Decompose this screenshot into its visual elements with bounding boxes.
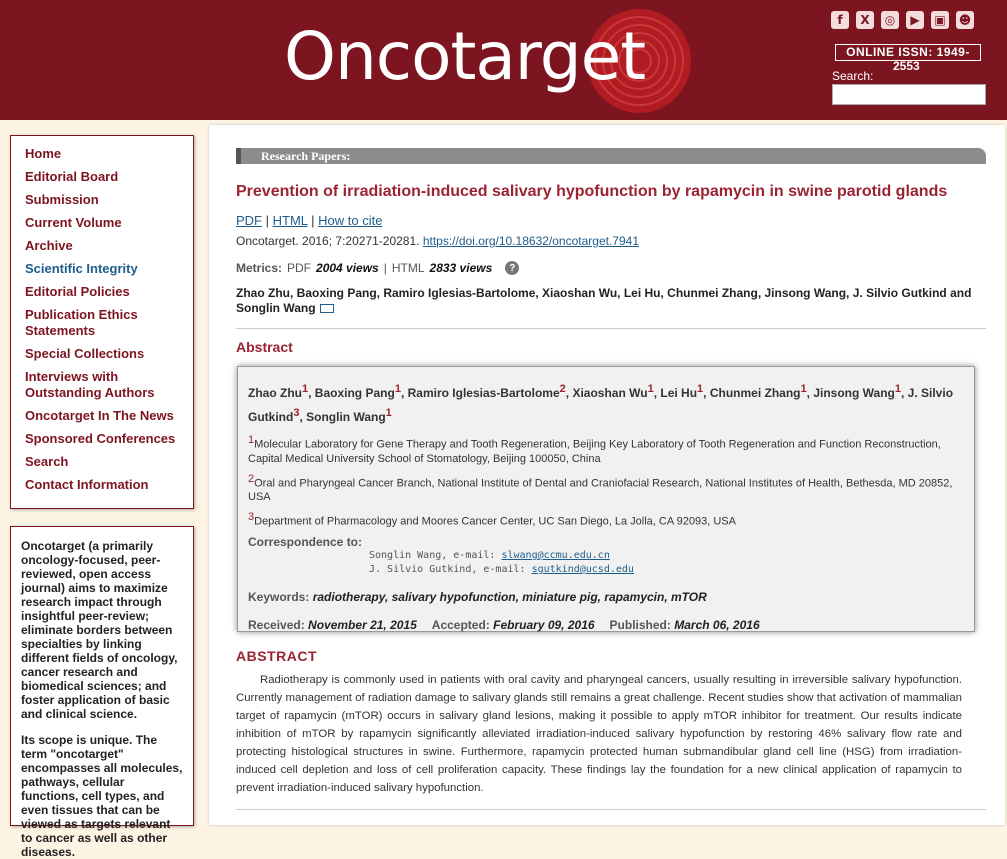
author-name: J. Silvio Gutkind — [248, 386, 954, 424]
search-label: Search: — [832, 69, 874, 83]
issn-badge: ONLINE ISSN: 1949- — [835, 44, 981, 61]
instagram-icon[interactable]: ◎ — [881, 11, 899, 29]
nav-editorial-board[interactable]: Editorial Board — [25, 169, 119, 184]
site-logo[interactable]: Oncotarget — [284, 18, 646, 95]
correspondence-1: Songlin Wang, e-mail: slwang@ccmu.edu.cn — [369, 549, 610, 561]
nav-interviews[interactable]: Interviews with Outstanding Authors — [25, 369, 155, 400]
x-twitter-icon[interactable]: X — [856, 11, 874, 29]
nav-in-the-news[interactable]: Oncotarget In The News — [25, 408, 174, 423]
authors-text: Zhao Zhu, Baoxing Pang, Ramiro Iglesias-Bartolome, Xiaoshan Wu, Lei Hu, Chunmei Zhang, Jinsong Wang, J. Silvio Gutkind and Songlin Wang — [236, 286, 972, 315]
received-date: Received: November 21, 2015 — [248, 617, 417, 632]
about-paragraph-2: Its scope is unique. The term "oncotarget" encompasses all molecules, pathways, cellular functions, cell types, and even tissues that can be viewed as targets relevant to cancer as well as other diseases. — [21, 733, 183, 859]
divider — [236, 328, 986, 329]
linkedin-icon[interactable]: ▣ — [931, 11, 949, 29]
article-title: Prevention of irradiation-induced salivary hypofunction by rapamycin in swine parotid glands — [236, 183, 948, 200]
author-aff: 1 — [385, 407, 392, 419]
abstract-authors: Zhao Zhu$^1$, Baoxing Pang$^1$, Ramiro Iglesias-Bartolome$^2$, Xiaoshan Wu$^1$, Lei Hu$^1$, Chunmei Zhang$^1$, Jinsong Wang$^1$, J. Silvio Gutkind$^3$, Songlin Wang$^1$ — [248, 383, 954, 424]
about-paragraph-1: Oncotarget (a primarily oncology-focused, peer-reviewed, open access journal) aims to maximize research impact through insightful peer-review; eliminate borders between specialties by linking different fields of oncology, cancer research and biomedical sciences; and foster application of basic and clinical science. — [21, 539, 178, 721]
about-journal — [10, 526, 194, 859]
affiliation-2: $^2$Oral and Pharyngeal Cancer Branch, National Institute of Dental and Craniofacial Research, National Institutes of Health, Bethesda, MD 20852, USA — [248, 472, 953, 504]
author-name: Xiaoshan Wu — [572, 386, 648, 400]
metrics-label: Metrics: — [236, 261, 283, 275]
author-name: Chunmei Zhang — [709, 386, 801, 400]
abstract-info-box — [237, 366, 975, 632]
author-name: Ramiro Iglesias-Bartolome — [407, 386, 560, 400]
pdf-link[interactable]: PDF — [236, 213, 262, 228]
help-icon[interactable]: ? — [505, 261, 519, 275]
nav-contact[interactable]: Contact Information — [25, 477, 149, 492]
metrics-separator: | — [383, 261, 387, 275]
keywords-value: radiotherapy, salivary hypofunction, miniature pig, rapamycin, mTOR — [312, 589, 707, 604]
publication-dates — [248, 618, 964, 632]
correspondence-label: Correspondence to: — [248, 534, 363, 549]
how-to-cite-link[interactable]: How to cite — [318, 213, 383, 228]
accepted-date: Accepted: February 09, 2016 — [431, 617, 595, 632]
author-aff: 3 — [293, 407, 300, 419]
citation-text: Oncotarget. 2016; 7:20271-20281. — [236, 234, 420, 248]
facebook-icon[interactable]: f — [831, 11, 849, 29]
abstract-title: ABSTRACT — [236, 648, 317, 664]
nav-archive[interactable]: Archive — [25, 238, 73, 253]
nav-current-volume[interactable]: Current Volume — [25, 215, 122, 230]
email-icon[interactable] — [320, 304, 334, 313]
author-name: Lei Hu — [660, 386, 698, 400]
sidebar-nav — [10, 135, 194, 509]
pdf-metrics-label: PDF — [287, 261, 312, 275]
author-name: Baoxing Pang — [314, 386, 395, 400]
nav-submission[interactable]: Submission — [25, 192, 99, 207]
section-heading: Research Papers: — [236, 148, 986, 164]
published-date: Published: March 06, 2016 — [609, 617, 760, 632]
html-metrics-label: HTML — [391, 261, 425, 275]
author-aff: 1 — [302, 383, 309, 395]
nav-publication-ethics[interactable]: Publication Ethics Statements — [25, 307, 138, 338]
author-aff: 1 — [800, 383, 807, 395]
html-views: 2833 views — [429, 261, 493, 275]
correspondence-2: J. Silvio Gutkind, e-mail: sgutkind@ucsd.edu — [369, 563, 634, 575]
doi-link[interactable]: https://doi.org/10.18632/oncotarget.7941 — [422, 234, 639, 248]
nav-editorial-policies[interactable]: Editorial Policies — [25, 284, 130, 299]
author-aff: 1 — [394, 383, 401, 395]
nav-home[interactable]: Home — [25, 146, 62, 161]
social-links — [831, 11, 974, 29]
author-aff: 2 — [559, 383, 566, 395]
issn-continued: 2553 — [893, 59, 920, 73]
affiliation-1: $^1$Molecular Laboratory for Gene Therapy and Tooth Regeneration, Beijing Key Laboratory of Tooth Regeneration and Function Reconstruction, Capital Medical University School of Stomatology, Beijing 100050, China — [248, 434, 941, 465]
author-aff: 1 — [894, 383, 901, 395]
nav-special-collections[interactable]: Special Collections — [25, 346, 145, 361]
author-aff: 1 — [647, 383, 654, 395]
nav-search[interactable]: Search — [25, 454, 69, 469]
email-link[interactable]: slwang@ccmu.edu.cn — [501, 549, 610, 561]
html-link[interactable]: HTML — [272, 213, 308, 228]
metrics-row — [236, 261, 519, 275]
abstract-body: Radiotherapy is commonly used in patients with oral cavity and pharyngeal cancers, usually resulting in irreversible salivary hypofunction. Currently management of radiation damage to salivary glands still remains a great challenge. Recent studies show that activation of mammalian target of rapamycin (mTOR) occurs in salivary gland lesions, making it possible to apply mTOR inhibitor for treatment. Our results indicate inhibition of mTOR by rapamycin significantly alleviated irradiation-induced salivary hypofunction by restoring 46% salivary flow rate and protecting histological structures in swine. Furthermore, rapamycin protected human submandibular gland cell line (HSG) from irradiation-induced cell depletion and loss of cell proliferation capacity. These findings lay the foundation for a new clinical application of rapamycin to prevent irradiation-induced salivary hypofunction. — [236, 674, 962, 794]
keywords: Keywords: radiotherapy, salivary hypofunction, miniature pig, rapamycin, mTOR — [248, 589, 707, 604]
nav-scientific-integrity[interactable]: Scientific Integrity — [25, 261, 138, 276]
email-link[interactable]: sgutkind@ucsd.edu — [531, 563, 634, 575]
author-aff: 1 — [697, 383, 704, 395]
search-input[interactable] — [832, 84, 986, 105]
youtube-icon[interactable]: ▶ — [906, 11, 924, 29]
author-list — [236, 286, 976, 316]
affiliation-3: $^3$Department of Pharmacology and Moores Cancer Center, UC San Diego, La Jolla, CA 92093, USA — [248, 511, 736, 528]
author-name: Songlin Wang — [306, 410, 386, 424]
divider — [236, 809, 986, 810]
author-name: Zhao Zhu — [248, 386, 302, 400]
citation-line — [236, 234, 639, 248]
author-name: Jinsong Wang — [813, 386, 895, 400]
site-header — [0, 0, 1007, 120]
nav-sponsored-conferences[interactable]: Sponsored Conferences — [25, 431, 176, 446]
reddit-icon[interactable]: ☻ — [956, 11, 974, 29]
article-links: PDF | HTML | How to cite — [236, 213, 383, 228]
abstract-heading: Abstract — [236, 339, 293, 355]
pdf-views: 2004 views — [316, 261, 379, 275]
